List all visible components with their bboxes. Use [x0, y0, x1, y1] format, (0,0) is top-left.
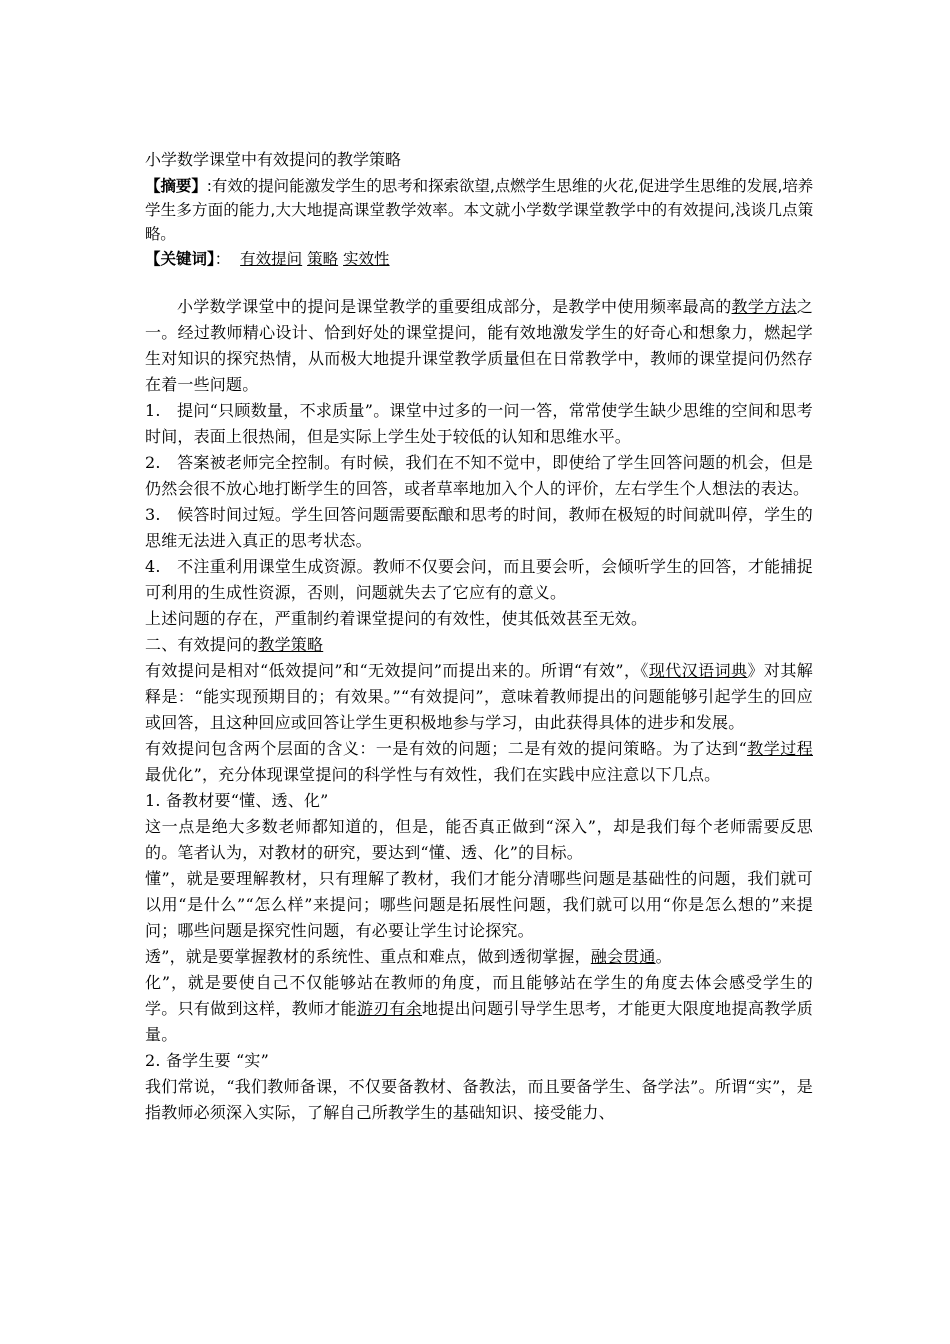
paragraph-text: 小学数学课堂中的提问是课堂教学的重要组成部分，是教学中使用频率最高的: [177, 297, 732, 316]
definition-paragraph: [145, 658, 813, 736]
paragraph-text: 有效提问包含两个层面的含义：一是有效的问题；二是有效的提问策略。为了达到“: [145, 739, 748, 758]
abstract-text: :有效的提问能激发学生的思考和探索欲望,点燃学生思维的火花,促进学生思维的发展,培养学生多方面的能力,大大地提高课堂教学效率。本文就小学数学课堂教学中的有效提问,浅谈几点策略。: [145, 177, 813, 243]
keyword-link[interactable]: 实效性: [343, 250, 390, 268]
paragraph-text: 》对其解释是：“能实现预期目的；有效果。”“有效提问”，意味着教师提出的问题能够引起学生的回应或回答，且这种回应或回答让学生更积极地参与学习，由此获得具体的进步和发展。: [145, 661, 813, 732]
keywords-label: 【关键词】: [145, 250, 215, 268]
document-title: 小学数学课堂中有效提问的教学策略: [145, 150, 402, 169]
keywords-separator: ：: [214, 250, 231, 268]
paragraph-text: 透”，就是要掌握教材的系统性、重点和难点，做到透彻掌握，: [145, 947, 591, 966]
paragraph-text: 有效提问是相对“低效提问”和“无效提问”而提出来的。所谓“有效”，《: [145, 661, 649, 680]
keyword-link[interactable]: 有效提问: [240, 250, 303, 268]
section-heading: [145, 632, 813, 658]
keyword-link[interactable]: 策略: [307, 250, 339, 268]
term-link[interactable]: 教学策略: [258, 635, 324, 654]
students-paragraph: 我们常说，“我们教师备课，不仅要备教材、备教法，而且要备学生、备学法”。所谓“实”，是指教师必须深入实际，了解自己所教学生的基础知识、接受能力、: [145, 1077, 813, 1122]
paragraph-text: 之一。经过教师精心设计、恰到好处的课堂提问，能有效地激发学生的好奇心和想象力，燃起学生对知识的探究热情，从而极大地提升课堂教学质量但在日常教学中，教师的课堂提问仍然存在着一些问题。: [145, 297, 813, 394]
paragraph-text: 地提出问题引导学生思考，才能更大限度地提高教学质量。: [145, 999, 813, 1044]
problem-item-1: 1. 提问“只顾数量，不求质量”。课堂中过多的一问一答，常常使学生缺少思维的空间和思考时间，表面上很热闹，但是实际上学生处于较低的认知和思维水平。: [145, 401, 813, 446]
textbook-paragraph: 这一点是绝大多数老师都知道的，但是，能否真正做到“深入”，却是我们每个老师需要反思的。笔者认为，对教材的研究，要达到“懂、透、化”的目标。: [145, 817, 813, 862]
master-paragraph: [145, 944, 813, 970]
term-link[interactable]: 教学过程: [747, 739, 813, 758]
problem-item-4: 4. 不注重利用课堂生成资源。教师不仅要会问，而且要会听，会倾听学生的回答，才能捕捉可利用的生成性资源，否则，问题就失去了它应有的意义。: [145, 557, 813, 602]
paragraph-text: 化”，就是要使自己不仅能够站在教师的角度，而且能够站在学生的角度去体会感受学生的学。只有做到这样，教师才能: [145, 973, 813, 1018]
paragraph-text: 。: [655, 947, 672, 966]
term-link[interactable]: 融会贯通: [590, 947, 656, 966]
abstract: [145, 174, 813, 246]
term-link[interactable]: 现代汉语词典: [648, 661, 748, 680]
understand-paragraph: 懂”，就是要理解教材，只有理解了教材，我们才能分清哪些问题是基础性的问题，我们就可以用“是什么”“怎么样”来提问；哪些问题是拓展性问题，我们就可以用“你是怎么想的”来提问；哪些问题是探究性问题，有必要让学生讨论探究。: [145, 869, 813, 940]
intro-paragraph: [145, 294, 813, 398]
keywords-line: [145, 246, 813, 272]
term-link[interactable]: 教学方法: [731, 297, 797, 316]
paragraph-text: 最优化”，充分体现课堂提问的科学性与有效性，我们在实践中应注意以下几点。: [145, 765, 721, 784]
subheading-2: 2. 备学生要 “实”: [145, 1051, 269, 1070]
document-page: [145, 148, 813, 1126]
meaning-paragraph: [145, 736, 813, 788]
abstract-label: 【摘要】: [145, 177, 207, 195]
summary-paragraph: 上述问题的存在，严重制约着课堂提问的有效性，使其低效甚至无效。: [145, 609, 648, 628]
problem-item-3: 3. 候答时间过短。学生回答问题需要酝酿和思考的时间，教师在极短的时间就叫停，学生的思维无法进入真正的思考状态。: [145, 505, 813, 550]
document-body: [145, 294, 813, 1126]
internalize-paragraph: [145, 970, 813, 1048]
problem-item-2: 2. 答案被老师完全控制。有时候，我们在不知不觉中，即使给了学生回答问题的机会，但是仍然会很不放心地打断学生的回答，或者草率地加入个人的评价，左右学生个人想法的表达。: [145, 453, 813, 498]
subheading-1: 1. 备教材要“懂、透、化”: [145, 791, 329, 810]
heading-text: 二、有效提问的: [145, 635, 259, 654]
term-link[interactable]: 游刃有余: [356, 999, 423, 1018]
